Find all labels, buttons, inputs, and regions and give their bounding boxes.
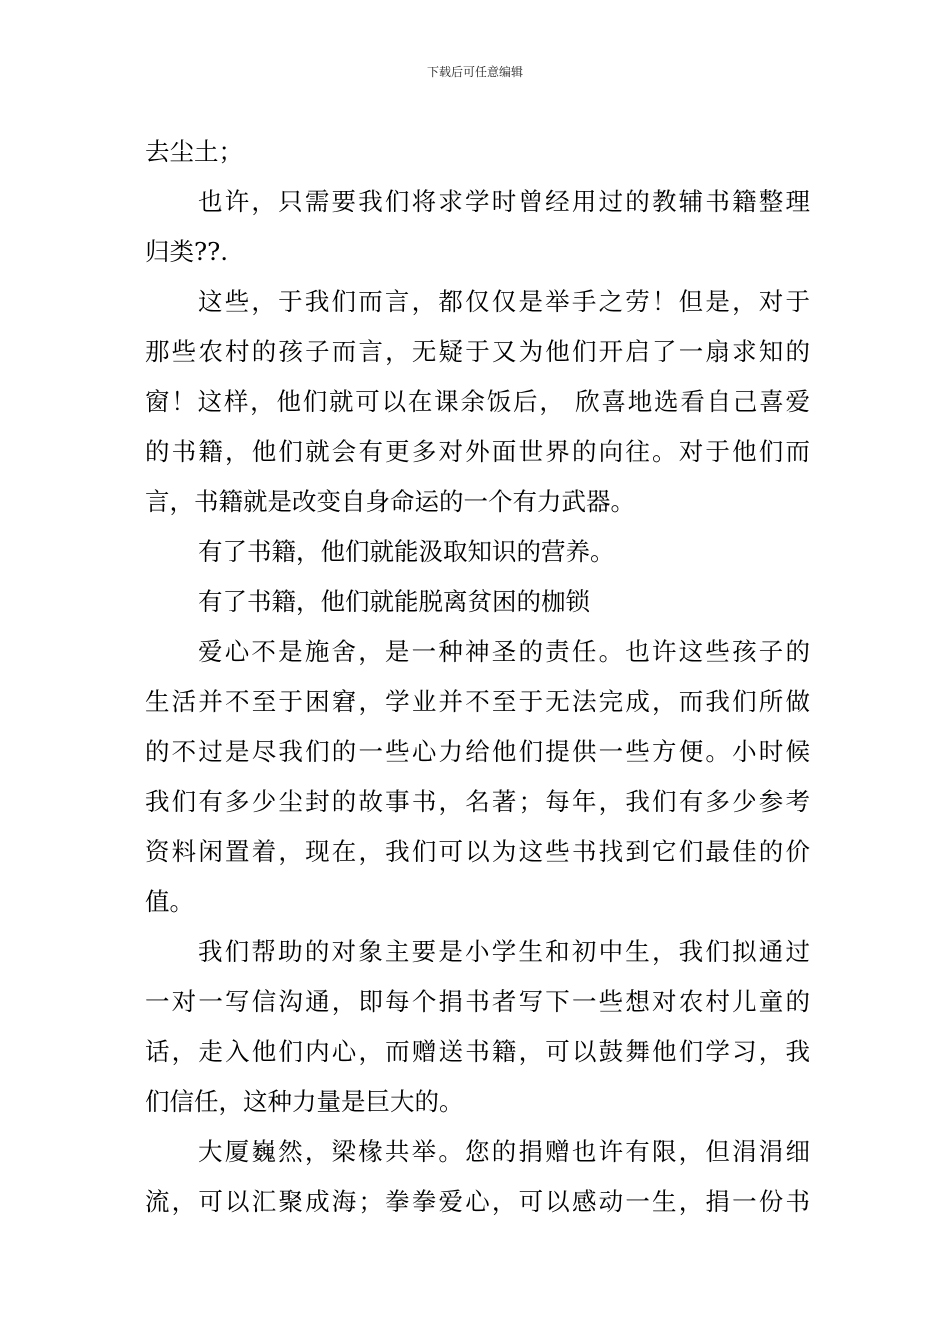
text-line-19: 话，走入他们内心，而赠送书籍，可以鼓舞他们学习，我 [145, 1037, 810, 1066]
text-line-20: 们信任，这种力量是巨大的。 [145, 1087, 464, 1116]
text-line-14: 我们有多少尘封的故事书，名著；每年，我们有多少参考 [145, 787, 810, 816]
text-line-5: 那些农村的孩子而言，无疑于又为他们开启了一扇求知的 [145, 337, 810, 366]
text-line-12: 生活并不至于困窘，学业并不至于无法完成，而我们所做 [145, 687, 810, 716]
text-line-3: 归类??. [145, 237, 229, 266]
text-line-6: 窗！这样，他们就可以在课余饭后， 欣喜地选看自己喜爱 [145, 387, 810, 416]
text-line-15: 资料闲置着，现在，我们可以为这些书找到它们最佳的价 [145, 837, 810, 866]
text-line-7: 的书籍，他们就会有更多对外面世界的向往。对于他们而 [145, 437, 810, 466]
text-line-18: 一对一写信沟通，即每个捐书者写下一些想对农村儿童的 [145, 987, 810, 1016]
text-line-22: 流，可以汇聚成海；拳拳爱心，可以感动一生，捐一份书 [145, 1187, 810, 1216]
text-line-21: 大厦巍然，梁椽共举。您的捐赠也许有限，但涓涓细 [198, 1137, 810, 1166]
text-line-11: 爱心不是施舍，是一种神圣的责任。也许这些孩子的 [198, 637, 810, 666]
page-header: 下载后可任意编辑 [426, 65, 523, 79]
text-line-8: 言，书籍就是改变自身命运的一个有力武器。 [145, 487, 635, 516]
text-line-9: 有了书籍，他们就能汲取知识的营养。 [198, 537, 615, 566]
text-line-17: 我们帮助的对象主要是小学生和初中生，我们拟通过 [198, 937, 810, 966]
text-line-1: 去尘土； [145, 137, 243, 166]
text-line-2: 也许，只需要我们将求学时曾经用过的教辅书籍整理 [198, 187, 810, 216]
text-line-4: 这些，于我们而言，都仅仅是举手之劳！但是，对于 [198, 287, 810, 316]
text-line-16: 值。 [145, 887, 194, 916]
text-line-10: 有了书籍，他们就能脱离贫困的枷锁 [198, 587, 590, 616]
document-body [145, 127, 810, 1227]
text-line-13: 的不过是尽我们的一些心力给他们提供一些方便。小时候 [145, 737, 810, 766]
